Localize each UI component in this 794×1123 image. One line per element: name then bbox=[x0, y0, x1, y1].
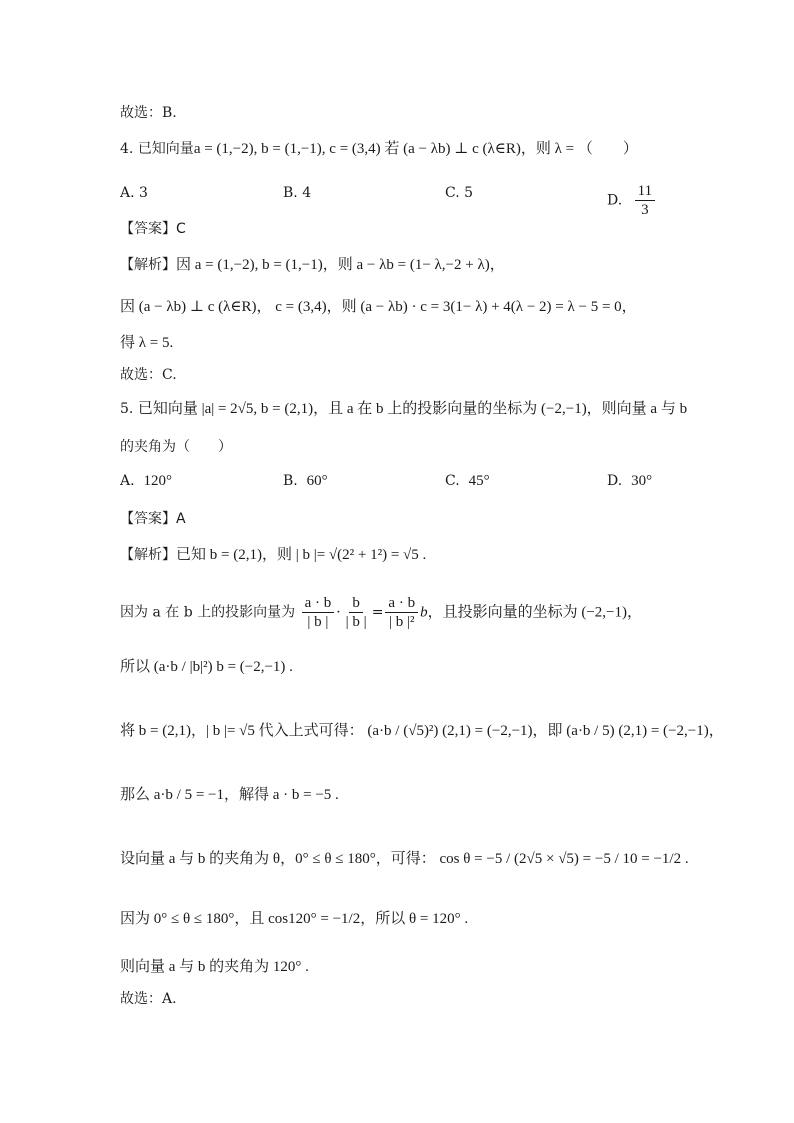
q4-conclusion: 故选：C. bbox=[120, 367, 177, 383]
q4-answer: 【答案】C bbox=[120, 221, 186, 237]
q4-option-b: B. 4 bbox=[283, 185, 312, 201]
q5-option-b: B. 60° bbox=[283, 473, 328, 489]
q5-option-d: D. 30° bbox=[607, 473, 653, 489]
q5-analysis-7: 因为 0° ≤ θ ≤ 180°，且 cos120° = −1/2，所以 θ = 120° . bbox=[120, 911, 469, 927]
q4-option-a: A. 3 bbox=[120, 185, 148, 201]
q5-analysis-1: 【解析】已知 b = (2,1)，则 | b |= √(2² + 1²) = √5 . bbox=[120, 547, 427, 563]
q4-options bbox=[120, 180, 680, 220]
q4-stem: 4. 已知向量a = (1,−2), b = (1,−1), c = (3,4) 若 (a − λb) ⊥ c (λ∈R)，则 λ = （ ） bbox=[120, 141, 638, 157]
q5-analysis-4: 将 b = (2,1)，| b |= √5 代入上式可得： (a·b / (√5)²) (2,1) = (−2,−1)，即 (a·b / 5) (2,1) = (−2,−1)， bbox=[120, 723, 724, 739]
q5-options bbox=[120, 470, 680, 494]
q5-analysis-2: 因为 a 在 b 上的投影向量为 $\frac{a \cdot b}{| b |}$ · $\frac{b}{| b |}$ = $\frac{a \cdot b}{\text{| b |²}}$ b，且投影向量的坐标为 (−2,−1)， bbox=[120, 595, 642, 630]
q5-stem-1: 5. 已知向量 |a| = 2√5, b = (2,1)，且 a 在 b 上的投影向量的坐标为 (−2,−1)，则向量 a 与 b bbox=[120, 401, 688, 417]
q5-option-a: A. 120° bbox=[120, 473, 172, 489]
q5-analysis-6: 设向量 a 与 b 的夹角为 θ，0° ≤ θ ≤ 180°，可得： cos θ = −5 / (2√5 × √5) = −5 / 10 = −1/2 . bbox=[120, 851, 689, 867]
q4-option-d: D. $\frac{11}{3}$ bbox=[607, 182, 657, 219]
q4-option-c: C. 5 bbox=[445, 185, 474, 201]
q5-analysis-3: 所以 (a·b / |b|²) b = (−2,−1) . bbox=[120, 659, 293, 675]
q5-answer: 【答案】A bbox=[120, 511, 186, 527]
q4-analysis-3: 得 λ = 5. bbox=[120, 335, 174, 351]
q4-analysis-2: 因 (a − λb) ⊥ c (λ∈R)， c = (3,4)，则 (a − λb) · c = 3(1− λ) + 4(λ − 2) = λ − 5 = 0， bbox=[120, 299, 637, 315]
q5-option-c: C. 45° bbox=[445, 473, 490, 489]
q4-analysis-1: 【解析】因 a = (1,−2), b = (1,−1)，则 a − λb = (1− λ,−2 + λ)， bbox=[120, 257, 505, 273]
q5-analysis-5: 那么 a·b / 5 = −1，解得 a · b = −5 . bbox=[120, 787, 339, 803]
q5-conclusion: 故选：A. bbox=[120, 991, 177, 1007]
q5-stem-2: 的夹角为（ ） bbox=[120, 439, 232, 455]
prev-conclusion: 故选：B. bbox=[120, 105, 177, 121]
q5-analysis-8: 则向量 a 与 b 的夹角为 120° . bbox=[120, 959, 309, 975]
